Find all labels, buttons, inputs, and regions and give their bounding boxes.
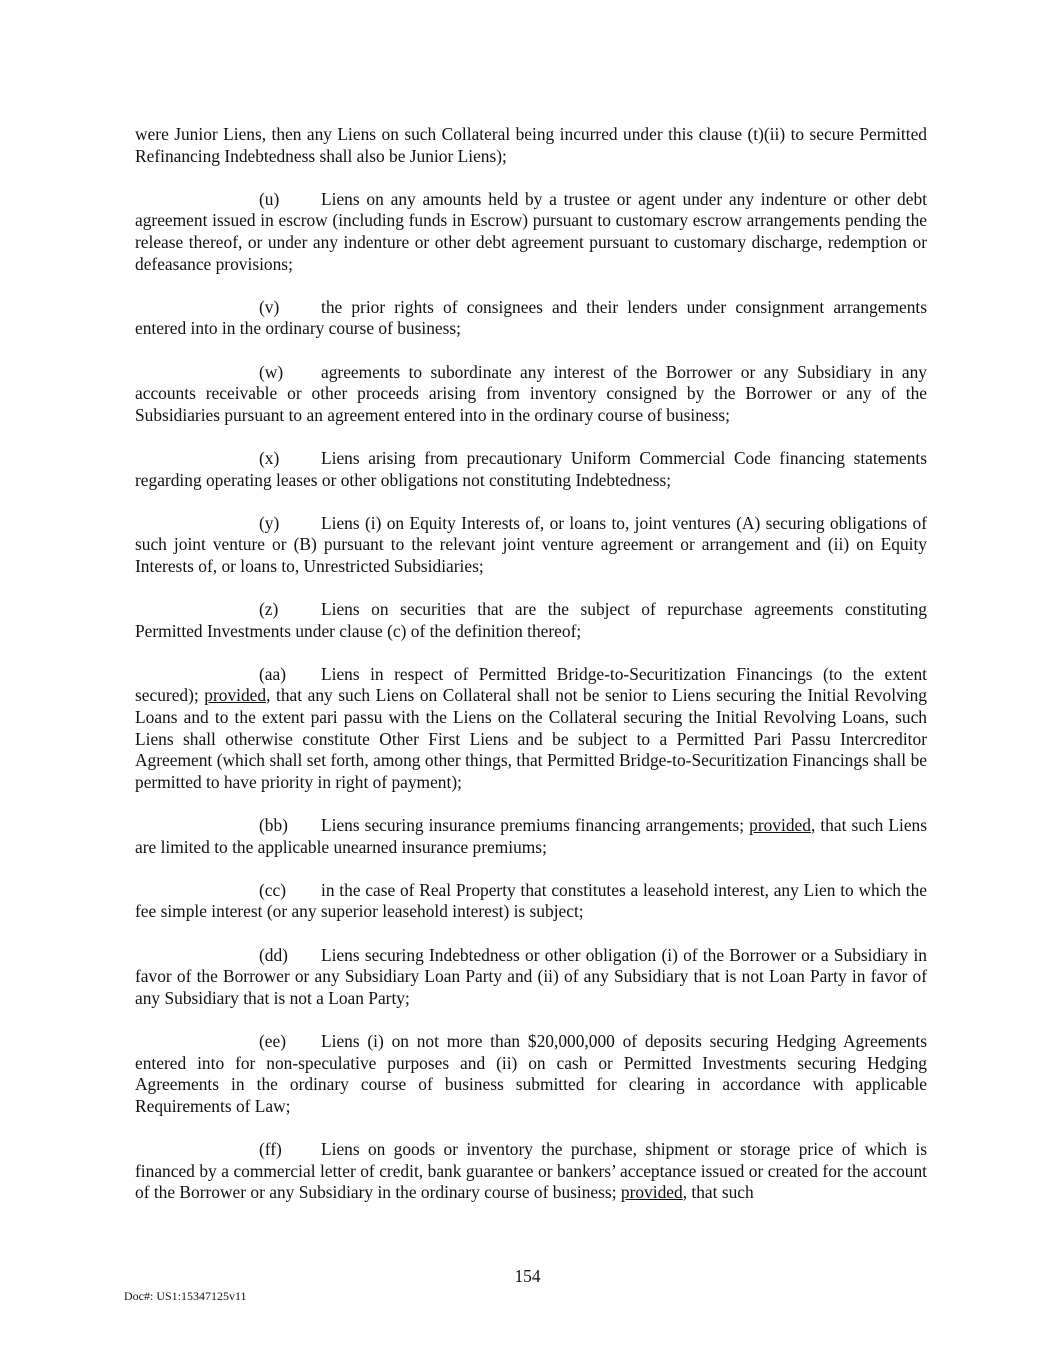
clause-ee [135,1031,927,1117]
clause-text: in the case of Real Property that constitutes a leasehold interest, any Lien to which the fee simple interest (or any superior leasehold interest) is subject; [135,879,927,922]
clause-label: (y) [259,512,280,533]
provided-term: provided [204,685,267,706]
clause-label: (z) [259,599,279,620]
clause-text: Liens securing insurance premiums financing arrangements; [321,815,750,835]
clause-text: Liens in respect of Permitted Bridge-to-Securitization Financings (to the extent secured); [135,663,927,706]
provided-term: provided [749,815,811,835]
clause-label: (w) [259,361,284,382]
clause-label: (v) [259,296,280,317]
page-number: 154 [514,1266,541,1286]
clause-w [135,362,927,427]
clause-text-continued: , that such Liens are limited to the applicable unearned insurance premiums; [135,815,927,857]
clause-dd [135,945,927,1010]
document-page [135,124,927,1225]
clause-label: (bb) [259,815,288,835]
clause-label: (cc) [259,879,287,900]
clause-z [135,599,927,642]
clause-aa [135,664,927,794]
clause-label: (ff) [259,1138,282,1159]
clause-text: Liens securing Indebtedness or other obligation (i) of the Borrower or a Subsidiary in favor of the Borrower or any Subsidiary Loan Party and (ii) of any Subsidiary that is not Loan Party in favor of any Subsidiary that is not a Loan Party; [135,944,927,1008]
clause-y [135,513,927,578]
clause-cc [135,880,927,923]
clause-text: Liens on goods or inventory the purchase, shipment or storage price of which is financed by a commercial letter of credit, bank guarantee or bankers’ acceptance issued or created for the account of the Borrower or any Subsidiary in the ordinary course of business; [135,1138,927,1203]
continuation-paragraph: were Junior Liens, then any Liens on such Collateral being incurred under this clause (t)(ii) to secure Permitted Refinancing Indebtedness shall also be Junior Liens); [135,124,927,166]
clause-text: Liens arising from precautionary Uniform Commercial Code financing statements regarding operating leases or other obligations not constituting Indebtedness; [135,447,927,490]
clause-text: Liens on securities that are the subject of repurchase agreements constituting Permitted Investments under clause (c) of the definition thereof; [135,599,927,641]
clause-u [135,189,927,275]
clause-x [135,448,927,491]
document-id: Doc#: US1:15347125v11 [124,1289,247,1303]
clause-text-continued: , that any such Liens on Collateral shall not be senior to Liens securing the Initial Revolving Loans and to the extent pari passu with the Liens on the Collateral securing the Initial Revolving Loans, such Liens shall otherwise constitute Other First Liens and be subject to a Permitted Pari Passu Intercreditor Agreement (which shall set forth, among other things, that Permitted Bridge-to-Securitization Financings shall be permitted to have priority in right of payment); [135,685,928,792]
clause-text: Liens on any amounts held by a trustee or agent under any indenture or other debt agreement issued in escrow (including funds in Escrow) pursuant to customary escrow arrangements pending the release thereof, or under any indenture or other debt agreement pursuant to customary discharge, redemption or defeasance provisions; [135,188,927,274]
clause-text: Liens (i) on not more than $20,000,000 of deposits securing Hedging Agreements entered into for non-speculative purposes and (ii) on cash or Permitted Investments securing Hedging Agreements in the ordinary course of business submitted for clearing in accordance with applicable Requirements of Law; [135,1030,927,1116]
clause-text: agreements to subordinate any interest of the Borrower or any Subsidiary in any accounts receivable or other proceeds arising from inventory consigned by the Borrower or any of the Subsidiaries pursuant to an agreement entered into in the ordinary course of business; [135,361,927,425]
clause-bb [135,815,927,858]
clause-v [135,297,927,340]
clause-ff [135,1139,927,1204]
clause-label: (dd) [259,944,288,965]
clause-label: (u) [259,188,280,209]
clause-text: the prior rights of consignees and their lenders under consignment arrangements entered into in the ordinary course of business; [135,296,927,339]
clause-label: (x) [259,447,280,468]
clause-label: (ee) [259,1030,287,1051]
provided-term: provided [620,1182,683,1203]
clause-text-continued: , that such [682,1182,754,1203]
clause-text: Liens (i) on Equity Interests of, or loans to, joint ventures (A) securing obligations of such joint venture or (B) pursuant to the relevant joint venture agreement or arrangement and (ii) on Equity Interests of, or loans to, Unrestricted Subsidiaries; [135,512,927,576]
clause-label: (aa) [259,663,287,684]
